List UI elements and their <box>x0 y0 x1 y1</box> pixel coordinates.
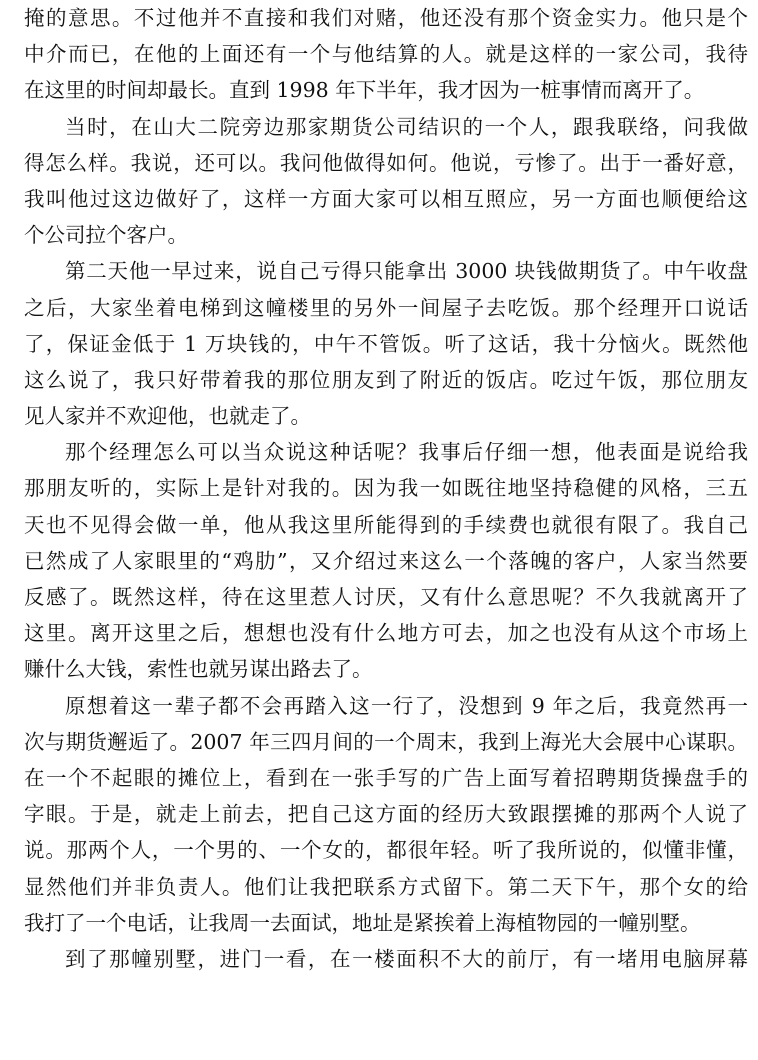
text-line: 那朋友听的，实际上是针对我的。因为我一如既往地坚持稳健的风格，三五 <box>24 476 748 501</box>
text-line: 在这里的时间却最长。直到 1998 年下半年，我才因为一桩事情而离开了。 <box>24 78 705 103</box>
text-line: 见人家并不欢迎他，也就走了。 <box>24 404 311 429</box>
document-page <box>24 0 748 977</box>
text-line: 我打了一个电话，让我周一去面试，地址是紧挨着上海植物园的一幢别墅。 <box>24 910 701 935</box>
text-line: 说。那两个人，一个男的、一个女的，都很年轻。听了我所说的，似懂非懂， <box>24 838 748 863</box>
text-line: 得怎么样。我说，还可以。我问他做得如何。他说，亏惨了。出于一番好意， <box>24 150 748 175</box>
text-line: 在一个不起眼的摊位上，看到在一张手写的广告上面写着招聘期货操盘手的 <box>24 765 748 790</box>
text-line: 次与期货邂逅了。2007 年三四月间的一个周末，我到上海光大会展中心谋职。 <box>24 729 748 754</box>
paragraph-first-line: 原想着这一辈子都不会再踏入这一行了，没想到 9 年之后，我竟然再一 <box>65 693 748 718</box>
text-line: 之后，大家坐着电梯到这幢楼里的另外一间屋子去吃饭。那个经理开口说话 <box>24 295 748 320</box>
text-line: 已然成了人家眼里的“鸡肋”，又介绍过来这么一个落魄的客户，人家当然要 <box>24 548 748 573</box>
text-line: 反感了。既然这样，待在这里惹人讨厌，又有什么意思呢？不久我就离开了 <box>24 585 748 609</box>
paragraph-first-line: 到了那幢别墅，进门一看，在一楼面积不大的前厅，有一堵用电脑屏幕 <box>65 946 748 971</box>
text-line: 了，保证金低于 1 万块钱的，中午不管饭。听了这话，我十分恼火。既然他 <box>24 331 748 356</box>
text-line: 这么说了，我只好带着我的那位朋友到了附近的饭店。吃过午饭，那位朋友 <box>24 367 748 392</box>
text-line: 字眼。于是，就走上前去，把自己这方面的经历大致跟摆摊的那两个人说了 <box>24 802 748 827</box>
text-line: 赚什么大钱，索性也就另谋出路去了。 <box>24 657 373 682</box>
paragraph-first-line: 当时，在山大二院旁边那家期货公司结识的一个人，跟我联络，问我做 <box>65 114 748 139</box>
text-line: 天也不见得会做一单，他从我这里所能得到的手续费也就很有限了。我自己 <box>24 512 748 537</box>
text-line: 个公司拉个客户。 <box>24 223 188 248</box>
text-line: 这里。离开这里之后，想想也没有什么地方可去，加之也没有从这个市场上 <box>24 621 748 646</box>
text-line: 中介而已，在他的上面还有一个与他结算的人。就是这样的一家公司，我待 <box>24 42 748 67</box>
paragraph-first-line: 第二天他一早过来，说自己亏得只能拿出 3000 块钱做期货了。中午收盘 <box>65 259 748 284</box>
text-line: 掩的意思。不过他并不直接和我们对赌，他还没有那个资金实力。他只是个 <box>24 6 748 30</box>
paragraph-first-line: 那个经理怎么可以当众说这种话呢？我事后仔细一想，他表面是说给我 <box>65 440 748 465</box>
text-line: 我叫他过这边做好了，这样一方面大家可以相互照应，另一方面也顺便给这 <box>24 186 748 211</box>
text-line: 显然他们并非负责人。他们让我把联系方式留下。第二天下午，那个女的给 <box>24 874 748 899</box>
